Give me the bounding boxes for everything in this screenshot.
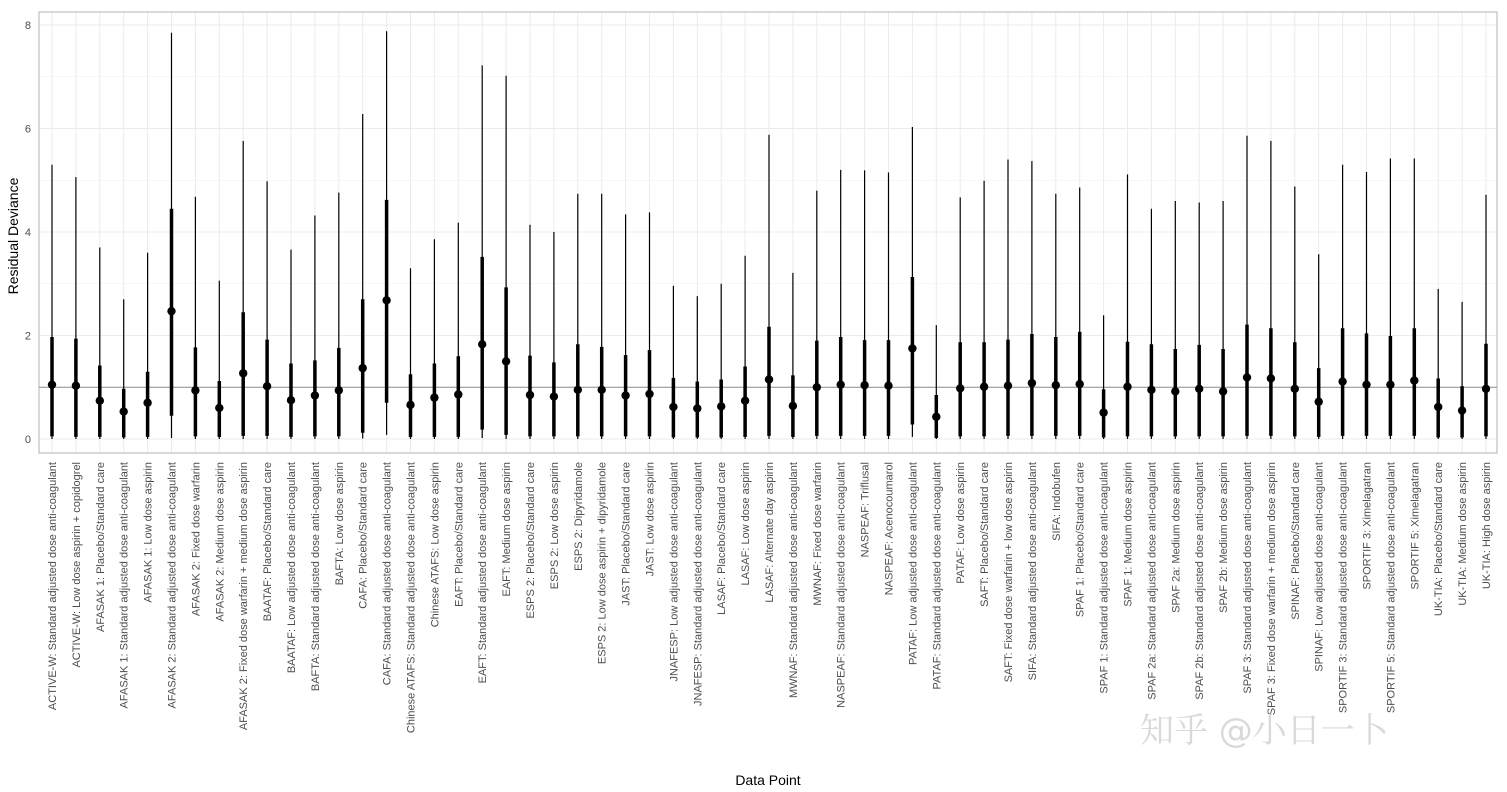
y-tick-label: 4 xyxy=(24,227,31,239)
median-point xyxy=(263,382,271,390)
x-tick-label: SPAF 2a: Standard adjusted dose anti-coagulant xyxy=(1146,462,1159,700)
y-axis-title: Residual Deviance xyxy=(5,177,21,295)
median-point xyxy=(1052,381,1060,389)
x-tick-label: ACTIVE-W: Standard adjusted dose anti-coagulant xyxy=(47,462,59,711)
median-point xyxy=(813,383,821,391)
x-tick-label: LASAF: Placebo/Standard care xyxy=(716,462,729,615)
median-point xyxy=(1147,386,1155,394)
x-tick-label: SPAF 3: Standard adjusted dose anti-coagulant xyxy=(1242,462,1254,694)
median-point xyxy=(860,381,868,389)
median-point xyxy=(1410,376,1418,384)
x-tick-label: ACTIVE-W: Low dose aspirin + copidogrel xyxy=(70,462,83,668)
y-tick-label: 6 xyxy=(24,123,31,136)
x-tick-label: BAFTA: Low dose aspirin xyxy=(333,462,346,586)
x-tick-label: PATAF: Standard adjusted dose anti-coagulant xyxy=(931,462,944,690)
x-tick-label: SPORTIF 5: Ximelagatran xyxy=(1409,462,1422,590)
x-tick-label: ESPS 2: Low dose aspirin + dipyridamole xyxy=(596,462,609,665)
x-tick-label: EAFT: Medium dose aspirin xyxy=(501,461,514,597)
x-tick-label: SPORTIF 3: Standard adjusted dose anti-coagulant xyxy=(1337,462,1350,714)
median-point xyxy=(1004,381,1012,389)
median-point xyxy=(598,386,606,394)
median-point xyxy=(932,413,940,421)
x-tick-label: LASAF: Alternate day aspirin xyxy=(764,462,776,603)
x-tick-label: AFASAK 2: Fixed dose warfarin + medium dose aspirin xyxy=(238,462,251,731)
median-point xyxy=(765,375,773,383)
x-tick-label: EAFT: Standard adjusted dose anti-coagulant xyxy=(477,462,490,684)
x-tick-label: AFASAK 1: Placebo/Standard care xyxy=(94,462,107,632)
median-point xyxy=(454,390,462,398)
median-point xyxy=(1123,383,1131,391)
median-point xyxy=(382,296,390,304)
x-tick-label: SPAF 3: Fixed dose warfarin + medium dose aspirin xyxy=(1265,462,1278,716)
x-tick-label: SPAF 2a: Medium dose aspirin xyxy=(1170,462,1183,613)
median-point xyxy=(956,384,964,392)
x-tick-label: JAST: Low dose aspirin xyxy=(644,462,657,577)
x-tick-label: SPINAF: Placebo/Standard care xyxy=(1289,462,1302,620)
median-point xyxy=(48,380,56,388)
x-tick-label: SPAF 1: Placebo/Standard care xyxy=(1074,462,1087,618)
x-tick-label: Chinese ATAFS: Standard adjusted dose anti-coagulant xyxy=(405,462,418,734)
median-point xyxy=(789,402,797,410)
x-tick-label: CAFA: Placebo/Standard care xyxy=(357,462,370,609)
x-axis-title: Data Point xyxy=(735,772,801,788)
x-tick-label: JNAFESP: Standard adjusted dose anti-coagulant xyxy=(692,462,705,706)
median-point xyxy=(1028,379,1036,387)
median-point xyxy=(1338,377,1346,385)
x-tick-label: NASPEAF: Acenocoumarol xyxy=(883,462,896,596)
x-tick-label: JNAFESP: Low adjusted dose anti-coagulant xyxy=(668,462,681,682)
median-point xyxy=(215,404,223,412)
y-tick-label: 8 xyxy=(24,20,31,32)
x-tick-label: PATAF: Low dose aspirin xyxy=(955,461,968,584)
x-tick-label: ESPS 2: Placebo/Standard care xyxy=(525,462,537,619)
median-point xyxy=(335,386,343,394)
median-point xyxy=(191,386,199,394)
x-tick-label: AFASAK 2: Fixed dose warfarin xyxy=(190,462,203,617)
median-point xyxy=(502,357,510,365)
median-point xyxy=(287,396,295,404)
x-tick-label: AFASAK 2: Medium dose aspirin xyxy=(214,462,227,622)
median-point xyxy=(120,407,128,415)
watermark: 知乎 @小日一卜 xyxy=(1140,711,1389,751)
x-tick-label: AFASAK 2: Standard adjusted dose anti-coagulant xyxy=(166,462,179,709)
x-tick-label: AFASAK 1: Standard adjusted dose anti-coagulant xyxy=(118,462,131,709)
median-point xyxy=(1195,385,1203,393)
x-tick-label: NASPEAF: Triflusal xyxy=(859,462,872,558)
median-point xyxy=(550,392,558,400)
median-point xyxy=(1267,374,1275,382)
median-point xyxy=(1243,373,1251,381)
median-point xyxy=(1291,385,1299,393)
median-point xyxy=(1482,385,1490,393)
median-point xyxy=(406,401,414,409)
median-point xyxy=(717,402,725,410)
x-tick-label: EAFT: Placebo/Standard care xyxy=(453,462,466,607)
x-tick-label: SIFA: Standard adjusted dose anti-coagulant xyxy=(1026,462,1039,681)
x-tick-label: SPAF 1: Standard adjusted dose anti-coagulant xyxy=(1098,462,1111,694)
median-point xyxy=(167,307,175,315)
x-tick-label: LASAF: Low dose aspirin xyxy=(740,462,753,586)
median-point xyxy=(311,391,319,399)
median-point xyxy=(1219,387,1227,395)
median-point xyxy=(239,369,247,377)
x-tick-label: CAFA: Standard adjusted dose anti-coagulant xyxy=(381,461,394,686)
median-point xyxy=(1362,380,1370,388)
median-point xyxy=(1434,403,1442,411)
x-tick-label: BAATAF: Low adjusted dose anti-coagulant xyxy=(286,462,298,674)
x-tick-label: SPORTIF 5: Standard adjusted dose anti-coagulant xyxy=(1385,462,1398,714)
x-tick-label: PATAF: Low adjusted dose anti-coagulant xyxy=(907,462,920,666)
x-tick-label: MWNAF: Standard adjusted dose anti-coagulant xyxy=(787,462,800,699)
x-tick-label: SIFA: Indobufen xyxy=(1050,462,1063,541)
median-point xyxy=(574,386,582,394)
median-point xyxy=(478,340,486,348)
median-point xyxy=(693,404,701,412)
y-tick-label: 2 xyxy=(24,330,31,343)
median-point xyxy=(430,393,438,401)
median-point xyxy=(669,403,677,411)
x-tick-label: MWNAF: Fixed dose warfarin xyxy=(811,462,824,606)
x-tick-label: SPORTIF 3: Ximelagatran xyxy=(1361,462,1374,590)
median-point xyxy=(1099,408,1107,416)
median-point xyxy=(359,364,367,372)
median-point xyxy=(741,397,749,405)
x-tick-label: UK-TIA: High dose aspirin xyxy=(1481,462,1493,590)
median-point xyxy=(1076,380,1084,388)
median-point xyxy=(645,390,653,398)
x-tick-label: SAFT: Fixed dose warfarin + low dose aspirin xyxy=(1003,462,1015,683)
y-tick-label: 0 xyxy=(24,434,31,446)
median-point xyxy=(908,344,916,352)
x-tick-label: ESPS 2: Low dose aspirin xyxy=(548,462,561,590)
x-axis-ticks xyxy=(47,462,1493,733)
x-tick-label: NASPEAF: Standard adjusted dose anti-coagulant xyxy=(835,461,848,708)
median-point xyxy=(1171,387,1179,395)
x-tick-label: BAATAF: Placebo/Standard care xyxy=(262,462,275,622)
median-point xyxy=(526,391,534,399)
x-tick-label: SPAF 2b: Medium dose aspirin xyxy=(1218,462,1231,613)
x-tick-label: SPINAF: Low adjusted dose anti-coagulant xyxy=(1313,462,1326,672)
x-tick-label: SPAF 1: Medium dose aspirin xyxy=(1122,462,1135,607)
x-tick-label: UK-TIA: Medium dose aspirin xyxy=(1457,462,1470,606)
x-tick-label: ESPS 2: Dipyridamole xyxy=(572,462,585,571)
x-tick-label: SAFT: Placebo/Standard care xyxy=(979,462,992,607)
y-axis-ticks xyxy=(25,20,31,446)
median-point xyxy=(143,399,151,407)
median-point xyxy=(837,380,845,388)
x-tick-label: SPAF 2b: Standard adjusted dose anti-coagulant xyxy=(1194,462,1207,700)
x-tick-label: Chinese ATAFS: Low dose aspirin xyxy=(429,462,442,628)
median-point xyxy=(1386,380,1394,388)
median-point xyxy=(621,391,629,399)
median-point xyxy=(884,381,892,389)
median-point xyxy=(1315,398,1323,406)
median-point xyxy=(96,397,104,405)
median-point xyxy=(980,383,988,391)
x-tick-label: UK-TIA: Placebo/Standard care xyxy=(1433,462,1446,617)
x-tick-label: BAFTA: Standard adjusted dose anti-coagulant xyxy=(309,462,322,692)
median-point xyxy=(1458,406,1466,414)
x-tick-label: JAST: Placebo/Standard care xyxy=(620,462,633,606)
x-tick-label: AFASAK 1: Low dose aspirin xyxy=(142,462,155,603)
median-point xyxy=(72,381,80,389)
